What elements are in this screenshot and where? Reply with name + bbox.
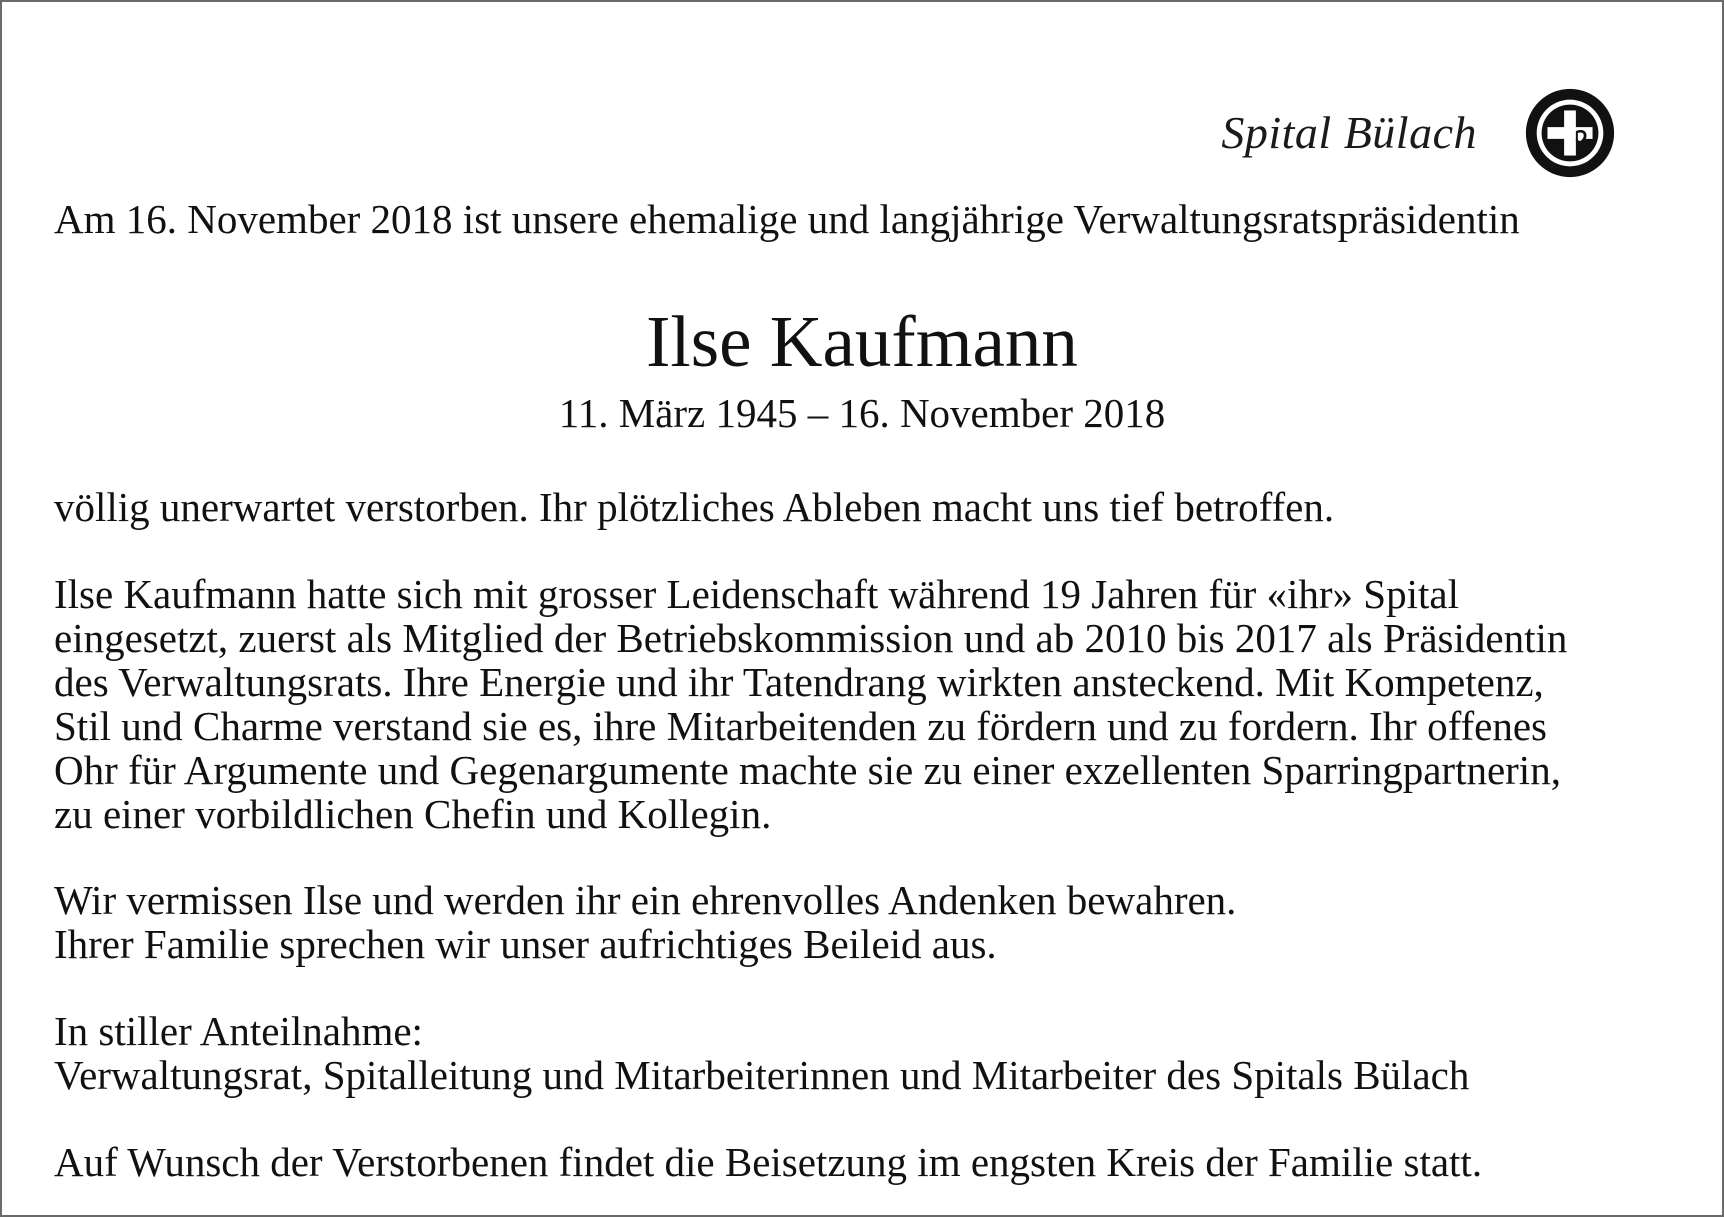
signature-heading: In stiller Anteilnahme: xyxy=(54,1008,423,1054)
intro-line: Am 16. November 2018 ist unsere ehemalige und langjährige Verwaltungsratspräsidentin xyxy=(54,196,1520,242)
spital-logo xyxy=(1221,84,1619,182)
tribute-line: Ilse Kaufmann hatte sich mit grosser Leidenschaft während 19 Jahren für «ihr» Spital xyxy=(54,571,1459,617)
closing-line: Auf Wunsch der Verstorbenen findet die Beisetzung im engsten Kreis der Familie statt. xyxy=(54,1139,1483,1185)
tribute-line: zu einer vorbildlichen Chefin und Kollegin. xyxy=(54,791,772,837)
signature-signers: Verwaltungsrat, Spitalleitung und Mitarbeiterinnen und Mitarbeiter des Spitals Bülach xyxy=(54,1052,1470,1098)
life-dates: 11. März 1945 – 16. November 2018 xyxy=(558,390,1166,436)
tribute-line: Stil und Charme verstand sie es, ihre Mitarbeitenden zu fördern und zu fordern. Ihr offenes xyxy=(54,703,1547,749)
remembrance-line: Ihrer Familie sprechen wir unser aufrichtiges Beileid aus. xyxy=(54,921,997,967)
spital-cross-icon xyxy=(1521,84,1619,182)
remembrance-line: Wir vermissen Ilse und werden ihr ein ehrenvolles Andenken bewahren. xyxy=(54,877,1237,923)
tribute-line: Ohr für Argumente und Gegenargumente machte sie zu einer exzellenten Sparringpartnerin, xyxy=(54,747,1561,793)
tribute-line: des Verwaltungsrats. Ihre Energie und ihr Tatendrang wirkten ansteckend. Mit Kompetenz, xyxy=(54,659,1544,705)
announcement-line: völlig unerwartet verstorben. Ihr plötzliches Ableben macht uns tief betroffen. xyxy=(54,484,1335,530)
deceased-name: Ilse Kaufmann xyxy=(646,301,1078,382)
tribute-line: eingesetzt, zuerst als Mitglied der Betriebskommission und ab 2010 bis 2017 als Präsidentin xyxy=(54,615,1568,661)
logo-wordmark: Spital Bülach xyxy=(1221,107,1477,158)
